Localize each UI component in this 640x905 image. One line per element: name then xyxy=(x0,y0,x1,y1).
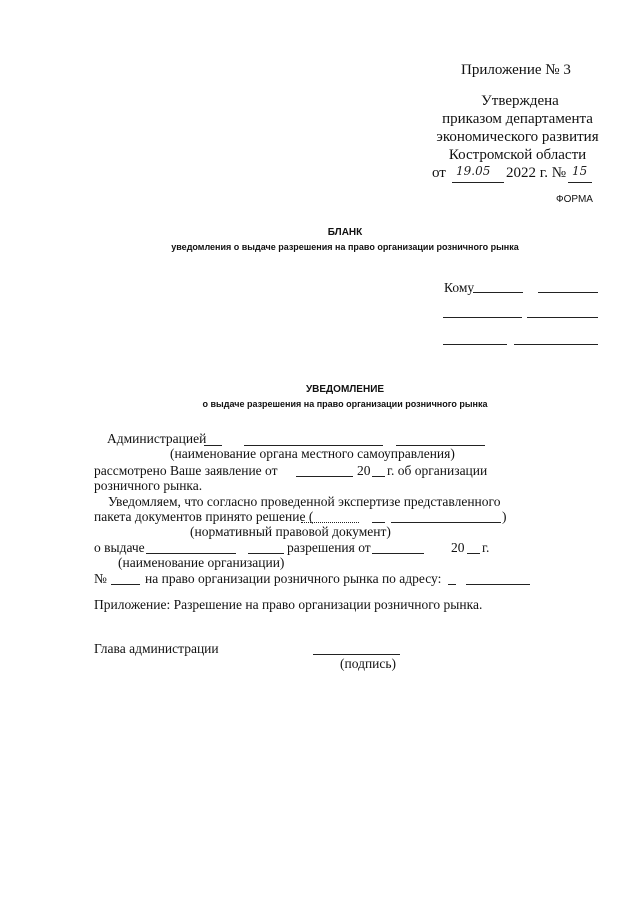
department-line: экономического развития xyxy=(436,129,599,145)
year-about-text: г. об организации xyxy=(387,463,488,478)
region-line: Костромской области xyxy=(448,147,587,163)
order-from-label: от xyxy=(432,165,446,181)
organization-line[interactable] xyxy=(146,553,236,554)
permit-from-text: разрешения от xyxy=(287,540,371,555)
address-line[interactable] xyxy=(448,584,456,585)
decision-line[interactable] xyxy=(391,522,501,523)
decision-line[interactable] xyxy=(372,522,385,523)
authority-hint: (наименование органа местного самоуправления) xyxy=(170,446,455,461)
addressee-line[interactable] xyxy=(538,292,598,293)
permit-type-line[interactable] xyxy=(248,553,284,554)
addressee-line[interactable] xyxy=(443,317,522,318)
number-sign: № xyxy=(94,571,107,586)
permit-date-line[interactable] xyxy=(372,553,424,554)
order-number-line xyxy=(568,182,592,183)
notify-text: Уведомляем, что согласно проведенной экспертизе представленного xyxy=(108,494,501,509)
addressee-line[interactable] xyxy=(527,317,598,318)
close-paren: ) xyxy=(502,509,507,524)
form-label: ФОРМА xyxy=(556,194,593,205)
notice-title: УВЕДОМЛЕНИЕ xyxy=(305,384,385,395)
appendix-number: Приложение № 3 xyxy=(461,62,571,78)
order-year-number-label: 2022 г. № xyxy=(506,165,567,181)
permit-number-line[interactable] xyxy=(111,584,140,585)
permit-year-prefix: 20 xyxy=(451,540,465,555)
administration-label: Администрацией xyxy=(107,431,207,446)
year-line[interactable] xyxy=(372,476,385,477)
addressee-line[interactable] xyxy=(473,292,523,293)
right-address-text: на право организации розничного рынка по адресу: xyxy=(145,571,442,586)
order-number-handwritten: 15 xyxy=(572,164,588,178)
order-date-line xyxy=(452,182,504,183)
addressee-line[interactable] xyxy=(443,344,507,345)
permit-year-line[interactable] xyxy=(467,553,480,554)
year-prefix: 20 xyxy=(357,463,371,478)
blank-subtitle: уведомления о выдаче разрешения на право организации розничного рынка xyxy=(171,242,519,252)
order-line: приказом департамента xyxy=(442,111,593,127)
blank-title: БЛАНК xyxy=(327,227,363,238)
address-line[interactable] xyxy=(466,584,530,585)
organization-hint: (наименование организации) xyxy=(118,555,285,570)
about-issue-text: о выдаче xyxy=(94,540,145,555)
permit-year-suffix: г. xyxy=(482,540,490,555)
application-date-line[interactable] xyxy=(296,476,353,477)
considered-text: рассмотрено Ваше заявление от xyxy=(94,463,278,478)
signature-line[interactable] xyxy=(313,654,400,655)
order-date-handwritten: 19.05 xyxy=(456,164,491,178)
addressee-label: Кому xyxy=(444,280,475,295)
decision-line[interactable] xyxy=(301,522,359,523)
signature-hint: (подпись) xyxy=(340,656,397,671)
notice-subtitle: о выдаче разрешения на право организации розничного рынка xyxy=(202,399,488,409)
head-title: Глава администрации xyxy=(94,641,219,656)
approved-label: Утверждена xyxy=(481,93,559,109)
attachment-text: Приложение: Разрешение на право организации розничного рынка. xyxy=(94,597,483,612)
addressee-line[interactable] xyxy=(514,344,598,345)
normative-hint: (нормативный правовой документ) xyxy=(190,524,391,539)
package-text: пакета документов принято решение ( xyxy=(94,509,314,524)
retail-market-text: розничного рынка. xyxy=(94,478,203,493)
